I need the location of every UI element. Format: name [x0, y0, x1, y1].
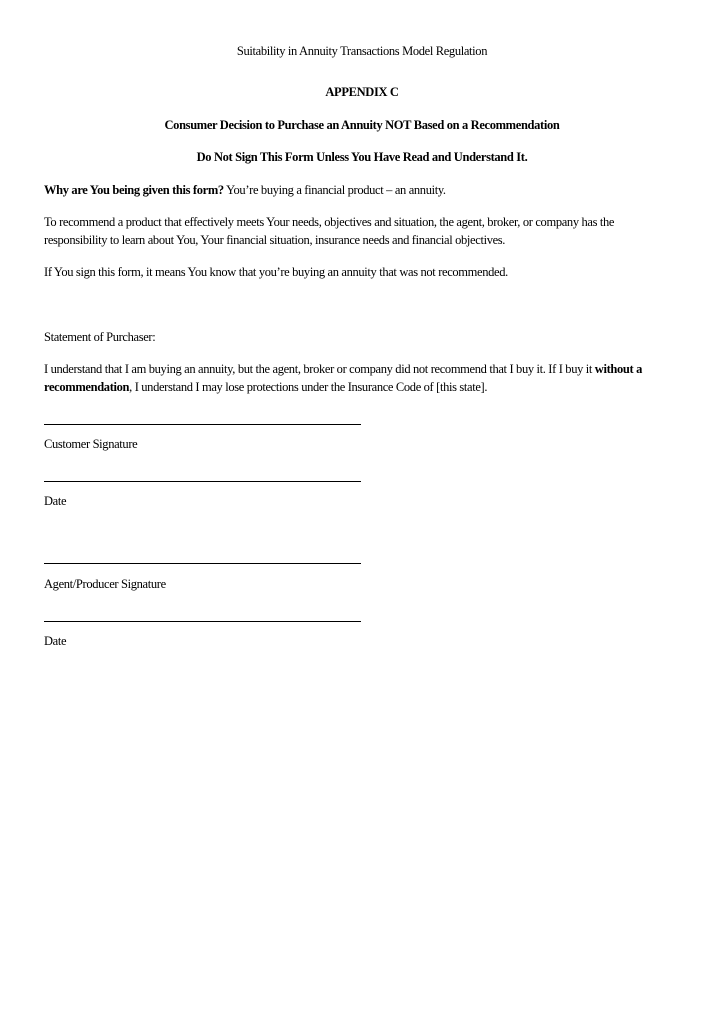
statement-paragraph	[44, 360, 674, 396]
why-question: Why are You being given this form?	[44, 183, 224, 197]
agent-signature-label: Agent/Producer Signature	[44, 577, 166, 591]
statement-part-1: I understand that I am buying an annuity, but the agent, broker or company did not recommend that I buy it. If I buy it	[44, 362, 595, 376]
why-answer: You’re buying a financial product – an annuity.	[223, 183, 446, 197]
agent-date-line[interactable]	[44, 621, 361, 622]
recommend-paragraph: To recommend a product that effectively meets Your needs, objectives and situation, the agent, broker, or company has the responsibility to learn about You, Your financial situation, insurance needs and financial objectives.	[44, 215, 615, 247]
sign-paragraph: If You sign this form, it means You know that you’re buying an annuity that was not recommended.	[44, 265, 508, 279]
running-header: Suitability in Annuity Transactions Model Regulation	[236, 44, 488, 58]
agent-date-label: Date	[44, 634, 67, 648]
warning-notice: Do Not Sign This Form Unless You Have Read and Understand It.	[196, 150, 528, 164]
statement-part-2: , I understand I may lose protections under the Insurance Code of [this state].	[129, 380, 488, 394]
statement-label: Statement of Purchaser:	[44, 330, 156, 344]
customer-date-label: Date	[44, 494, 67, 508]
form-title: Consumer Decision to Purchase an Annuity NOT Based on a Recommendation	[164, 118, 560, 132]
statement-bold: without a recommendation	[44, 362, 643, 394]
customer-signature-line[interactable]	[44, 424, 361, 425]
appendix-title: APPENDIX C	[325, 85, 399, 99]
agent-signature-line[interactable]	[44, 563, 361, 564]
customer-date-line[interactable]	[44, 481, 361, 482]
customer-signature-label: Customer Signature	[44, 437, 138, 451]
why-paragraph	[44, 181, 674, 199]
